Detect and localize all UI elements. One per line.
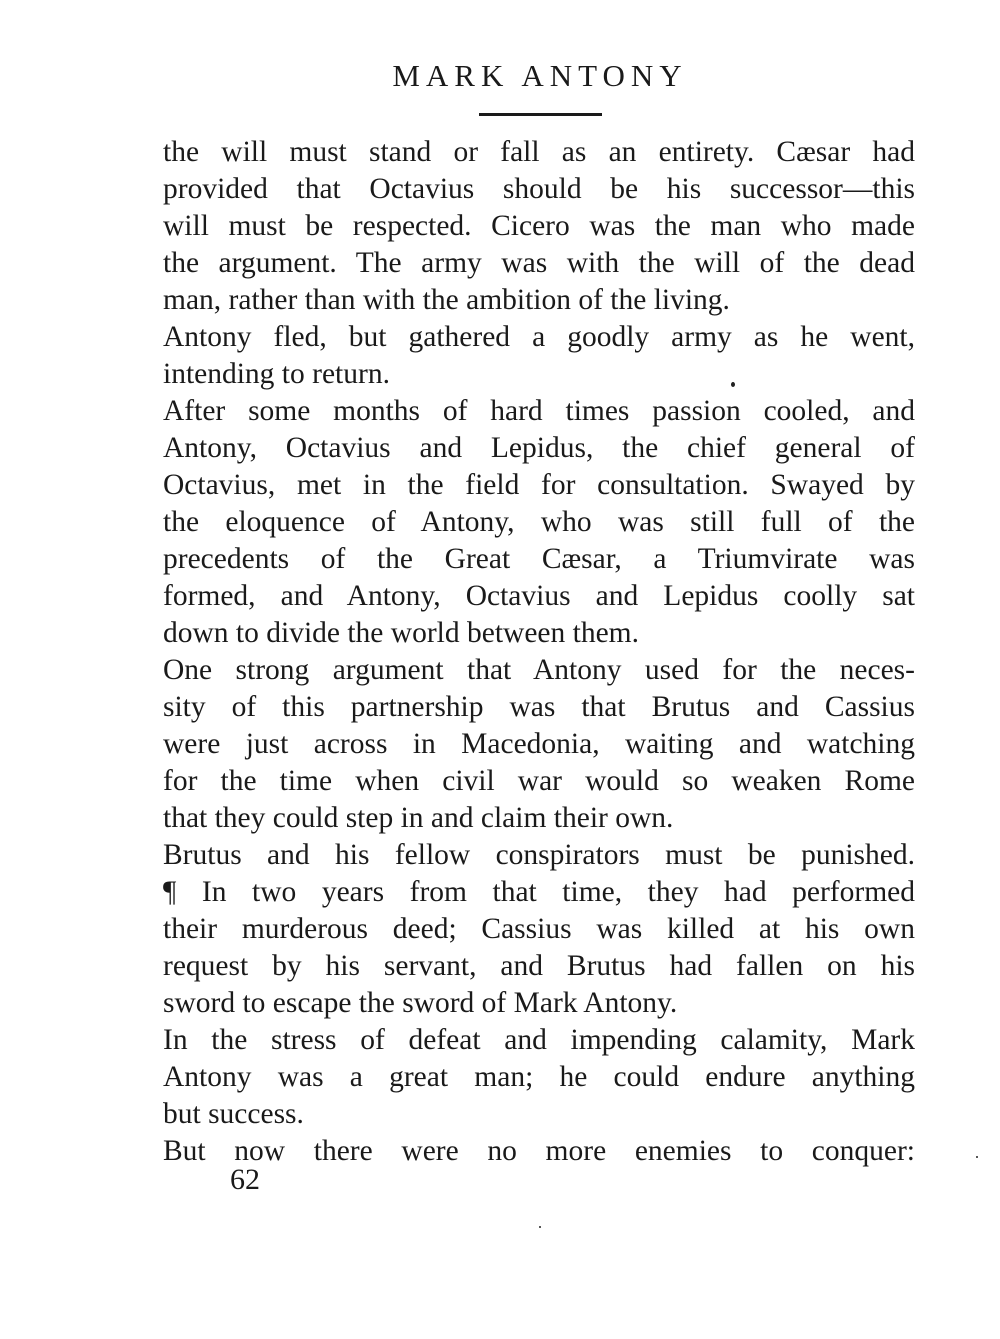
print-speck — [976, 1156, 978, 1158]
text-line: intending to return. — [163, 358, 390, 390]
text-line: ¶ In two years from that time, they had performed — [163, 876, 915, 908]
text-line: formed, and Antony, Octavius and Lepidus coolly sat — [163, 580, 915, 612]
text-line: But now there were no more enemies to conquer: — [163, 1135, 915, 1167]
text-line: Antony, Octavius and Lepidus, the chief general of — [163, 432, 915, 464]
text-line: were just across in Macedonia, waiting and watching — [163, 728, 915, 760]
text-line: Antony was a great man; he could endure anything — [163, 1061, 915, 1093]
text-line: the eloquence of Antony, who was still full of the — [163, 506, 915, 538]
text-line: request by his servant, and Brutus had fallen on his — [163, 950, 915, 982]
text-line: for the time when civil war would so weaken Rome — [163, 765, 915, 797]
text-line: Octavius, met in the field for consultation. Swayed by — [163, 469, 915, 501]
text-line: After some months of hard times passion cooled, and — [163, 395, 915, 427]
print-speck — [539, 1226, 541, 1228]
head-rule — [479, 113, 602, 116]
text-line: Antony fled, but gathered a goodly army as he went, — [163, 321, 915, 353]
text-line: the argument. The army was with the will of the dead — [163, 247, 915, 279]
text-line: the will must stand or fall as an entirety. Cæsar had — [163, 136, 915, 168]
text-line: precedents of the Great Cæsar, a Triumvirate was — [163, 543, 915, 575]
body-text — [163, 134, 915, 1170]
text-line: will must be respected. Cicero was the man who made — [163, 210, 915, 242]
text-line: that they could step in and claim their own. — [163, 802, 674, 834]
print-speck — [731, 382, 735, 387]
text-line: man, rather than with the ambition of the living. — [163, 284, 730, 316]
text-line: sword to escape the sword of Mark Antony. — [163, 987, 678, 1019]
running-head: MARK ANTONY — [392, 58, 688, 93]
text-line: their murderous deed; Cassius was killed at his own — [163, 913, 915, 945]
text-line: In the stress of defeat and impending calamity, Mark — [163, 1024, 915, 1056]
text-line: provided that Octavius should be his successor—this — [163, 173, 915, 205]
text-line: Brutus and his fellow conspirators must be punished. — [163, 839, 915, 871]
text-line: One strong argument that Antony used for the neces- — [163, 654, 915, 686]
page-number: 62 — [230, 1163, 260, 1196]
text-line: down to divide the world between them. — [163, 617, 639, 649]
text-line: sity of this partnership was that Brutus and Cassius — [163, 691, 915, 723]
text-line: but success. — [163, 1098, 304, 1130]
